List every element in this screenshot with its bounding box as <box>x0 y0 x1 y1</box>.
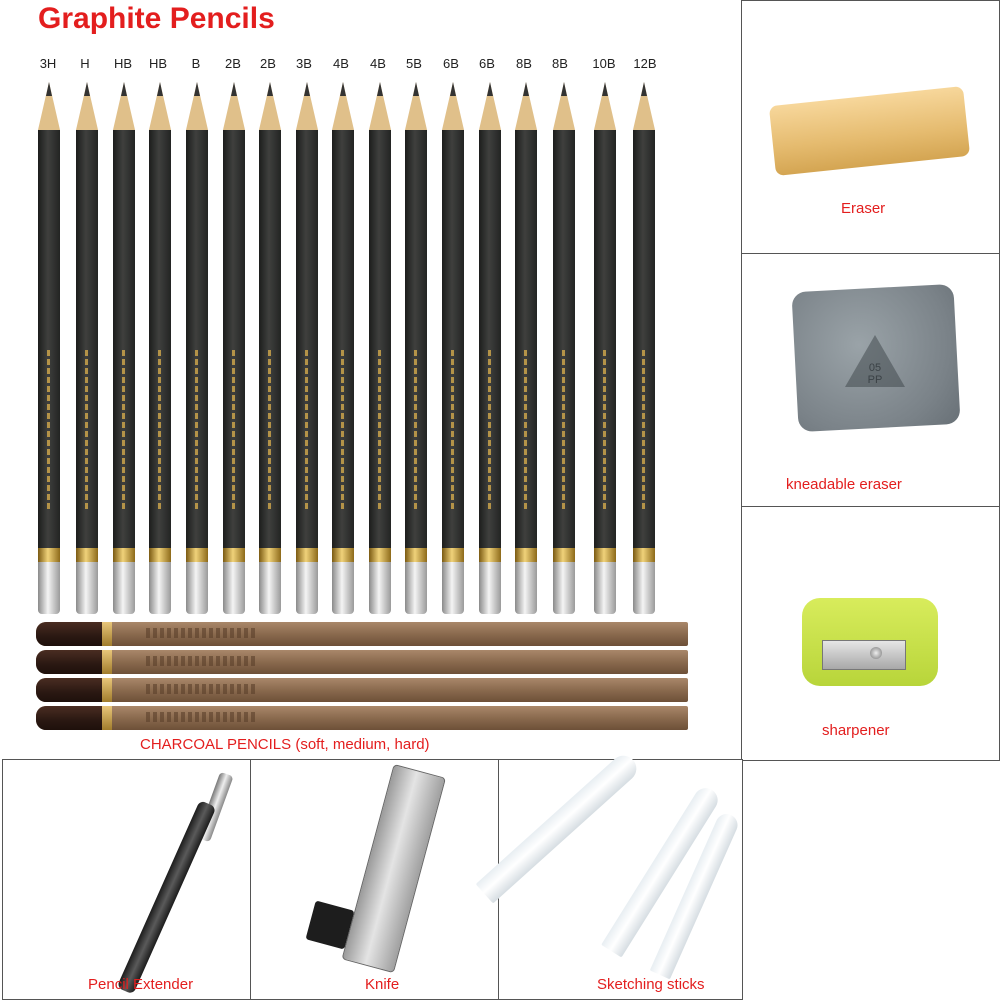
graphite-pencil <box>442 80 464 620</box>
graphite-pencil <box>369 80 391 620</box>
graphite-title: Graphite Pencils <box>38 2 275 35</box>
graphite-pencil <box>553 80 575 620</box>
kneadable-eraser-caption: kneadable eraser <box>786 476 902 493</box>
graphite-pencil <box>149 80 171 620</box>
graphite-pencil <box>259 80 281 620</box>
charcoal-pencil-set <box>36 620 688 732</box>
pencil-extender-caption: Pencil Extender <box>88 976 194 993</box>
sharpener-blade <box>822 640 906 670</box>
grade-label: 5B <box>406 56 422 71</box>
graphite-pencil <box>113 80 135 620</box>
grade-label: 3H <box>39 56 57 71</box>
grade-label: 8B <box>516 56 532 71</box>
graphite-pencil <box>405 80 427 620</box>
graphite-pencil-set <box>0 80 740 620</box>
graphite-pencil <box>223 80 245 620</box>
charcoal-pencil <box>36 678 688 702</box>
grade-label: 2B <box>225 56 241 71</box>
charcoal-pencil <box>36 706 688 730</box>
eraser-caption: Eraser <box>841 200 886 217</box>
recycle-code: 05 <box>868 362 882 374</box>
graphite-pencil <box>296 80 318 620</box>
graphite-pencil <box>38 80 60 620</box>
grade-labels <box>0 56 740 76</box>
grade-label: 8B <box>552 56 568 71</box>
grade-label: 10B <box>592 56 616 71</box>
recycle-material: PP <box>867 374 883 386</box>
graphite-pencil <box>479 80 501 620</box>
knife-caption: Knife <box>365 976 400 993</box>
charcoal-caption: CHARCOAL PENCILS (soft, medium, hard) <box>140 736 430 753</box>
graphite-pencil <box>332 80 354 620</box>
screw-icon <box>870 647 882 659</box>
grade-label: 3B <box>296 56 312 71</box>
grade-label: 6B <box>443 56 459 71</box>
grade-label: 6B <box>479 56 495 71</box>
grade-label: 4B <box>370 56 386 71</box>
sketching-sticks-caption: Sketching sticks <box>597 976 705 993</box>
grade-label: B <box>191 56 201 71</box>
grade-label: 4B <box>333 56 349 71</box>
grade-label: 12B <box>633 56 657 71</box>
charcoal-pencil <box>36 622 688 646</box>
sharpener-caption: sharpener <box>822 722 890 739</box>
charcoal-pencil <box>36 650 688 674</box>
grade-label: HB <box>113 56 133 71</box>
graphite-pencil <box>76 80 98 620</box>
graphite-pencil <box>515 80 537 620</box>
recycle-label <box>850 362 900 386</box>
graphite-pencil <box>594 80 616 620</box>
grade-label: H <box>80 56 90 71</box>
grade-label: HB <box>148 56 168 71</box>
graphite-pencil <box>633 80 655 620</box>
graphite-pencil <box>186 80 208 620</box>
grade-label: 2B <box>260 56 276 71</box>
